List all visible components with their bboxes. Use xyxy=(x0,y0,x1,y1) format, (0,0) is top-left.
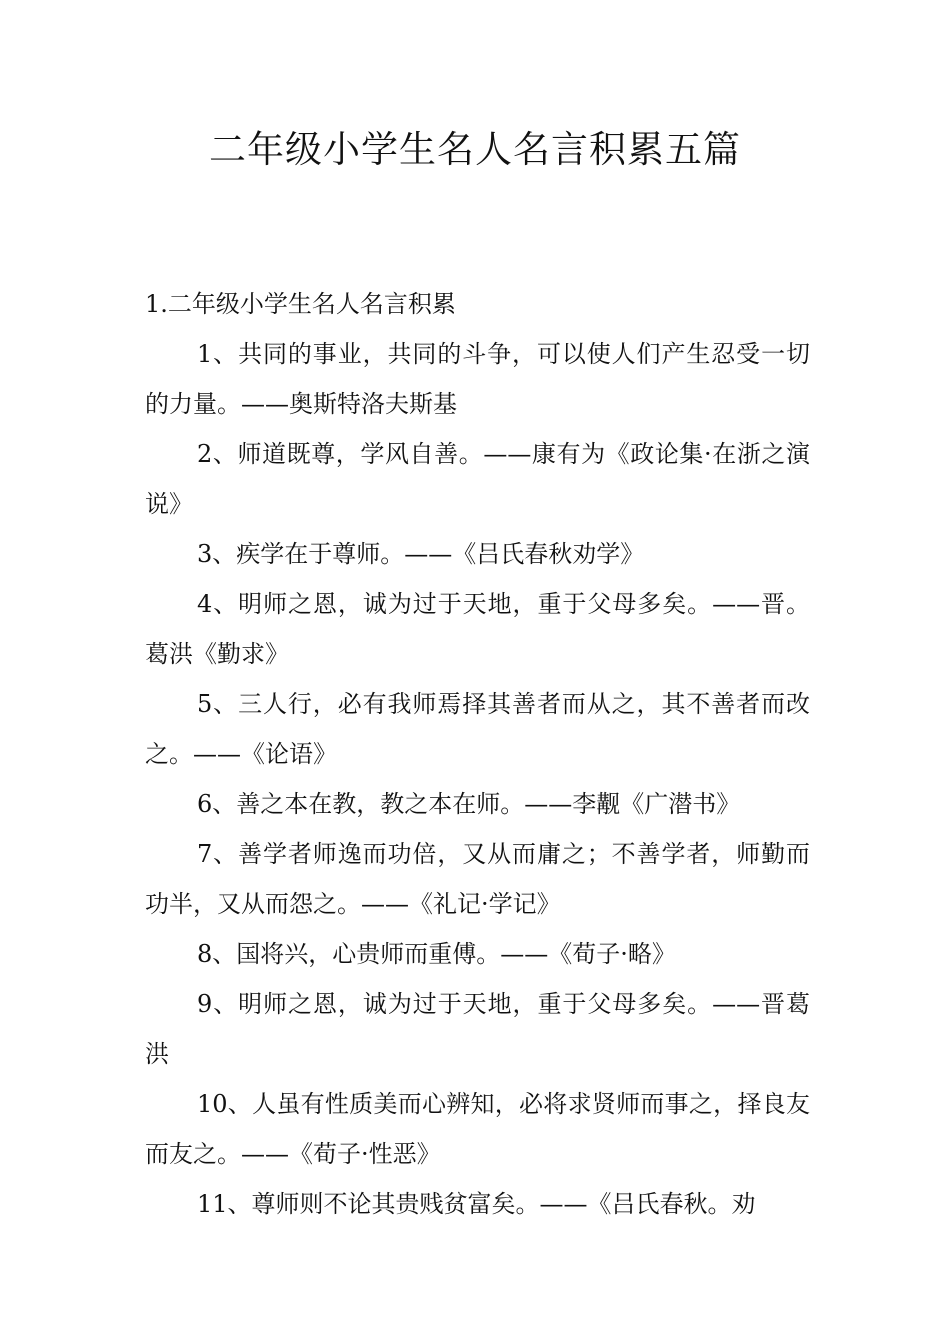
quote-7: 7、善学者师逸而功倍，又从而庸之；不善学者，师勤而功半，又从而怨之。——《礼记·学记》 xyxy=(145,840,810,918)
quote-10: 10、人虽有性质美而心辨知，必将求贤师而事之，择良友而友之。——《荀子·性恶》 xyxy=(145,1090,810,1168)
quote-8: 8、国将兴，心贵师而重傅。——《荀子·略》 xyxy=(197,940,676,968)
quote-5: 5、三人行，必有我师焉择其善者而从之，其不善者而改之。——《论语》 xyxy=(145,690,810,768)
section-heading: 1.二年级小学生名人名言积累 xyxy=(145,290,456,318)
quote-4: 4、明师之恩，诚为过于天地，重于父母多矣。——晋。葛洪《勤求》 xyxy=(145,590,810,668)
quote-2: 2、师道既尊，学风自善。——康有为《政论集·在浙之演说》 xyxy=(145,440,810,518)
quote-3: 3、疾学在于尊师。——《吕氏春秋劝学》 xyxy=(197,540,645,568)
document-body xyxy=(145,279,810,1229)
quote-9: 9、明师之恩，诚为过于天地，重于父母多矣。——晋葛洪 xyxy=(145,990,810,1068)
quote-11: 11、尊师则不论其贵贱贫富矣。——《吕氏春秋。劝 xyxy=(197,1190,756,1218)
quote-1: 1、共同的事业，共同的斗争，可以使人们产生忍受一切的力量。——奥斯特洛夫斯基 xyxy=(145,340,810,418)
document-title: 二年级小学生名人名言积累五篇 xyxy=(209,128,741,171)
quote-6: 6、善之本在教，教之本在师。——李觏《广潜书》 xyxy=(197,790,741,818)
